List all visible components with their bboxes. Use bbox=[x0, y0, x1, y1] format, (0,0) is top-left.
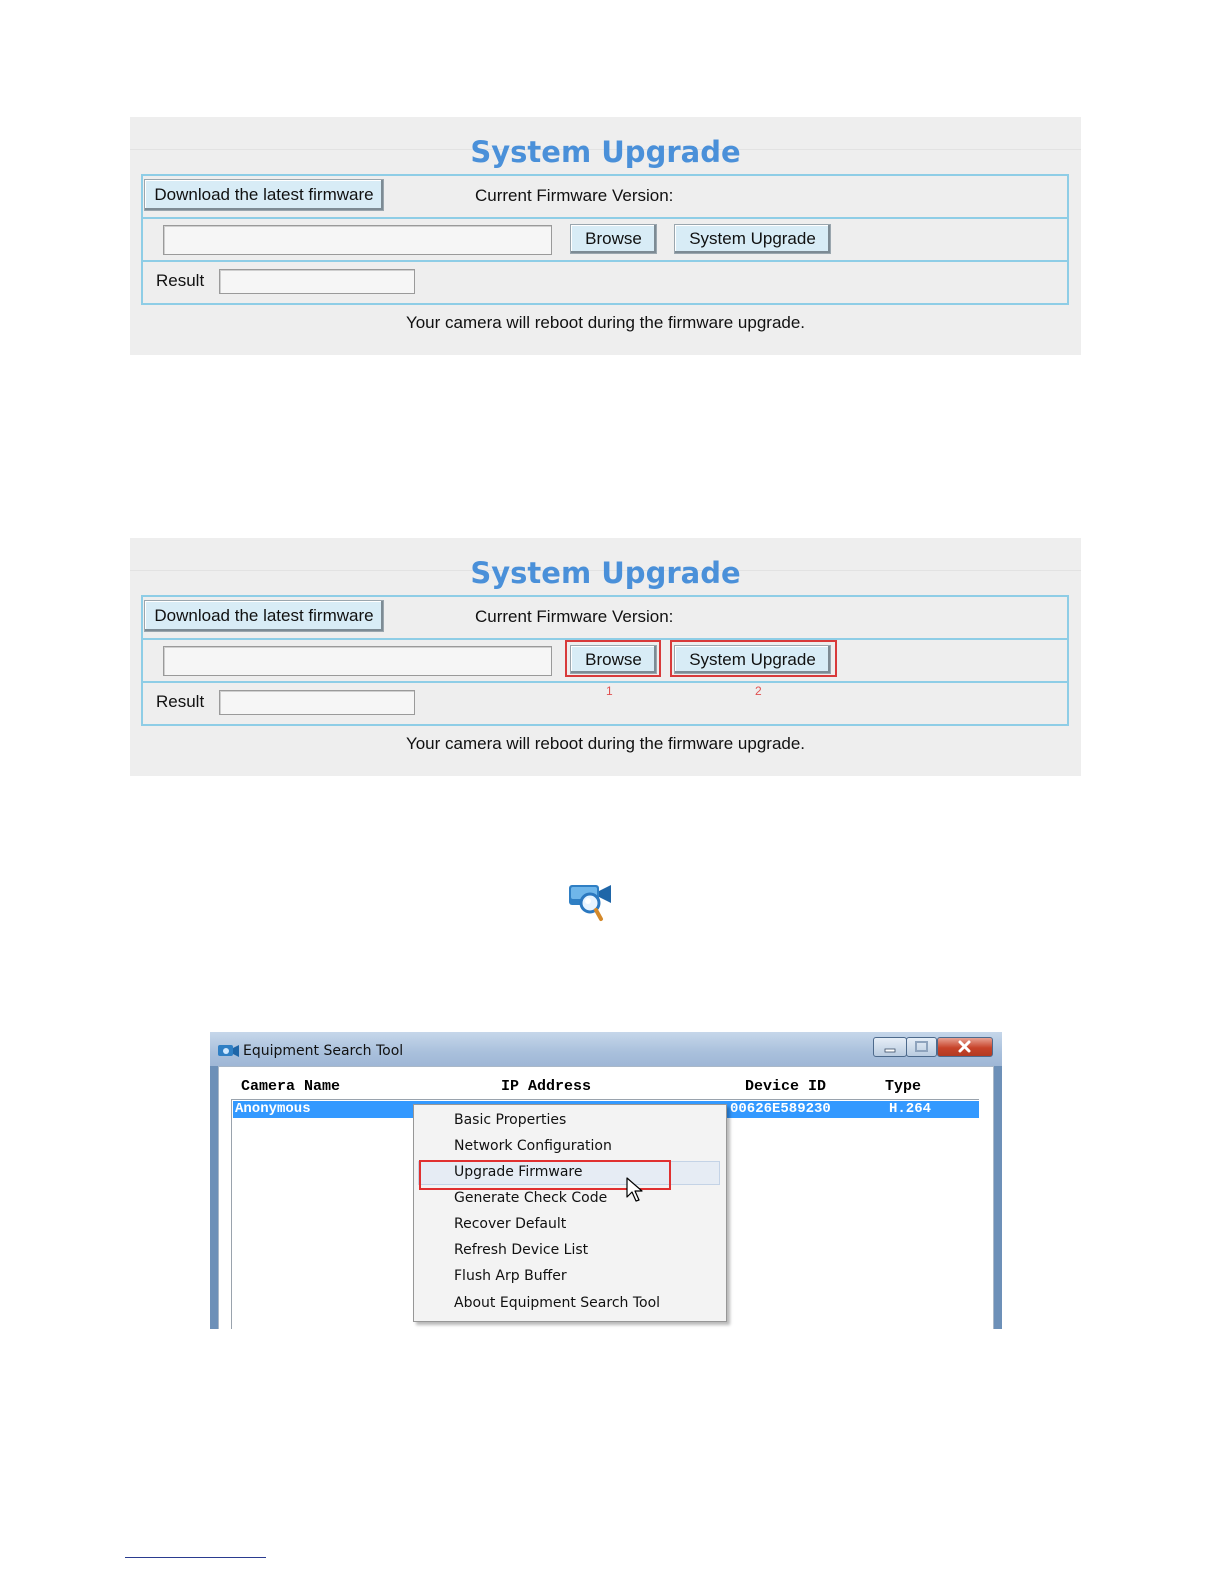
current-firmware-label: Current Firmware Version: bbox=[475, 186, 674, 205]
panel-title: System Upgrade bbox=[470, 556, 741, 590]
browse-button[interactable]: Browse bbox=[570, 224, 657, 254]
result-field bbox=[219, 690, 415, 715]
menu-item-generate-check-code[interactable]: Generate Check Code bbox=[454, 1190, 608, 1206]
camera-name-cell: Anonymous bbox=[235, 1101, 311, 1117]
minimize-icon bbox=[874, 1038, 906, 1056]
row-divider bbox=[143, 217, 1067, 219]
upgrade-form-frame bbox=[141, 595, 1069, 726]
minimize-button[interactable] bbox=[873, 1037, 907, 1057]
menu-item-basic-properties[interactable]: Basic Properties bbox=[454, 1112, 567, 1128]
upgrade-form-frame bbox=[141, 174, 1069, 305]
camera-app-icon bbox=[218, 1044, 240, 1058]
column-header-type[interactable]: Type bbox=[885, 1078, 922, 1095]
row-divider bbox=[143, 260, 1067, 262]
close-button[interactable] bbox=[937, 1037, 993, 1057]
download-firmware-button[interactable]: Download the latest firmware bbox=[144, 600, 384, 632]
result-label: Result bbox=[156, 692, 205, 711]
reboot-note: Your camera will reboot during the firmware upgrade. bbox=[405, 734, 806, 753]
window-titlebar[interactable] bbox=[210, 1032, 1002, 1066]
step-marker-2: 2 bbox=[755, 684, 762, 698]
equipment-search-tool-window bbox=[210, 1032, 1002, 1329]
system-upgrade-panel-2 bbox=[130, 538, 1081, 776]
system-upgrade-button[interactable]: System Upgrade bbox=[674, 645, 831, 674]
window-title: Equipment Search Tool bbox=[243, 1043, 404, 1059]
menu-item-about[interactable]: About Equipment Search Tool bbox=[454, 1295, 661, 1311]
system-upgrade-panel-1 bbox=[130, 117, 1081, 355]
mouse-pointer-icon bbox=[626, 1177, 644, 1203]
footnote-rule bbox=[125, 1557, 266, 1558]
column-header-camera-name[interactable]: Camera Name bbox=[241, 1078, 341, 1095]
current-firmware-label: Current Firmware Version: bbox=[475, 607, 674, 626]
menu-item-flush-arp-buffer[interactable]: Flush Arp Buffer bbox=[454, 1268, 567, 1284]
result-field bbox=[219, 269, 415, 294]
menu-item-recover-default[interactable]: Recover Default bbox=[454, 1216, 567, 1232]
column-header-ip-address[interactable]: IP Address bbox=[501, 1078, 592, 1095]
column-header-device-id[interactable]: Device ID bbox=[745, 1078, 827, 1095]
close-icon bbox=[938, 1038, 992, 1056]
result-label: Result bbox=[156, 271, 205, 290]
menu-item-refresh-device-list[interactable]: Refresh Device List bbox=[454, 1242, 589, 1258]
equipment-search-tool-icon[interactable] bbox=[568, 883, 614, 923]
system-upgrade-button[interactable]: System Upgrade bbox=[674, 224, 831, 254]
maximize-button[interactable] bbox=[906, 1037, 937, 1057]
maximize-icon bbox=[907, 1038, 936, 1056]
type-cell: H.264 bbox=[889, 1101, 932, 1117]
firmware-file-input[interactable] bbox=[163, 646, 552, 676]
row-divider bbox=[143, 681, 1067, 683]
menu-item-network-configuration[interactable]: Network Configuration bbox=[454, 1138, 612, 1154]
device-id-cell: 00626E589230 bbox=[730, 1101, 831, 1117]
panel-title: System Upgrade bbox=[470, 135, 741, 169]
download-firmware-button[interactable]: Download the latest firmware bbox=[144, 179, 384, 211]
firmware-file-input[interactable] bbox=[163, 225, 552, 255]
context-menu bbox=[413, 1104, 727, 1322]
browse-button[interactable]: Browse bbox=[570, 645, 657, 674]
step-marker-1: 1 bbox=[606, 684, 613, 698]
reboot-note: Your camera will reboot during the firmware upgrade. bbox=[405, 313, 806, 332]
menu-item-upgrade-firmware[interactable]: Upgrade Firmware bbox=[454, 1164, 583, 1180]
